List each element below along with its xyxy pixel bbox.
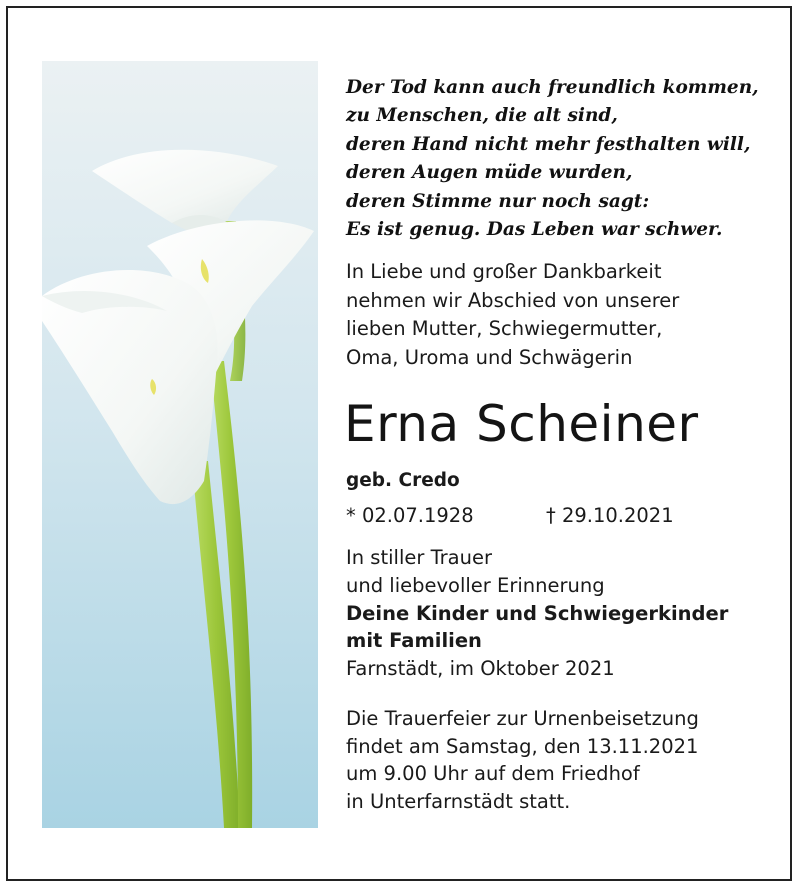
- calla-lily-photo: [42, 61, 318, 828]
- calla-lily-icon: [42, 61, 318, 828]
- poem: [346, 74, 776, 244]
- death-date: † 29.10.2021: [546, 504, 674, 527]
- intro-line: Oma, Uroma und Schwägerin: [346, 345, 633, 369]
- intro-text: [346, 258, 776, 372]
- funeral-line: Die Trauerfeier zur Urnenbeisetzung: [346, 707, 699, 730]
- poem-line: deren Stimme nur noch sagt:: [346, 190, 650, 212]
- poem-line: zu Menschen, die alt sind,: [346, 105, 618, 127]
- intro-line: In Liebe und großer Dankbarkeit: [346, 260, 662, 283]
- funeral-line: in Unterfarnstädt statt.: [346, 789, 571, 813]
- funeral-line: findet am Samstag, den 13.11.2021: [346, 734, 699, 758]
- birth-date: * 02.07.1928: [346, 504, 474, 527]
- funeral-info: [346, 705, 776, 815]
- mourners-line: und liebevoller Erinnerung: [346, 573, 605, 597]
- funeral-line: um 9.00 Uhr auf dem Friedhof: [346, 762, 640, 786]
- poem-line: Der Tod kann auch freundlich kommen,: [346, 77, 759, 98]
- poem-line: Es ist genug. Das Leben war schwer.: [346, 219, 723, 241]
- life-dates: [346, 502, 776, 530]
- intro-line: lieben Mutter, Schwiegermutter,: [346, 317, 663, 340]
- intro-line: nehmen wir Abschied von unserer: [346, 288, 680, 312]
- birth-name: geb. Credo: [346, 470, 460, 491]
- mourners-block: [346, 544, 776, 683]
- family-line: mit Familien: [346, 629, 482, 653]
- poem-line: deren Hand nicht mehr festhalten will,: [346, 133, 751, 155]
- place-date: Farnstädt, im Oktober 2021: [346, 657, 615, 681]
- family-line: Deine Kinder und Schwiegerkinder: [346, 601, 729, 625]
- poem-line: deren Augen müde wurden,: [346, 162, 633, 184]
- deceased-name: Erna Scheiner: [344, 395, 699, 453]
- mourners-line: In stiller Trauer: [346, 546, 492, 569]
